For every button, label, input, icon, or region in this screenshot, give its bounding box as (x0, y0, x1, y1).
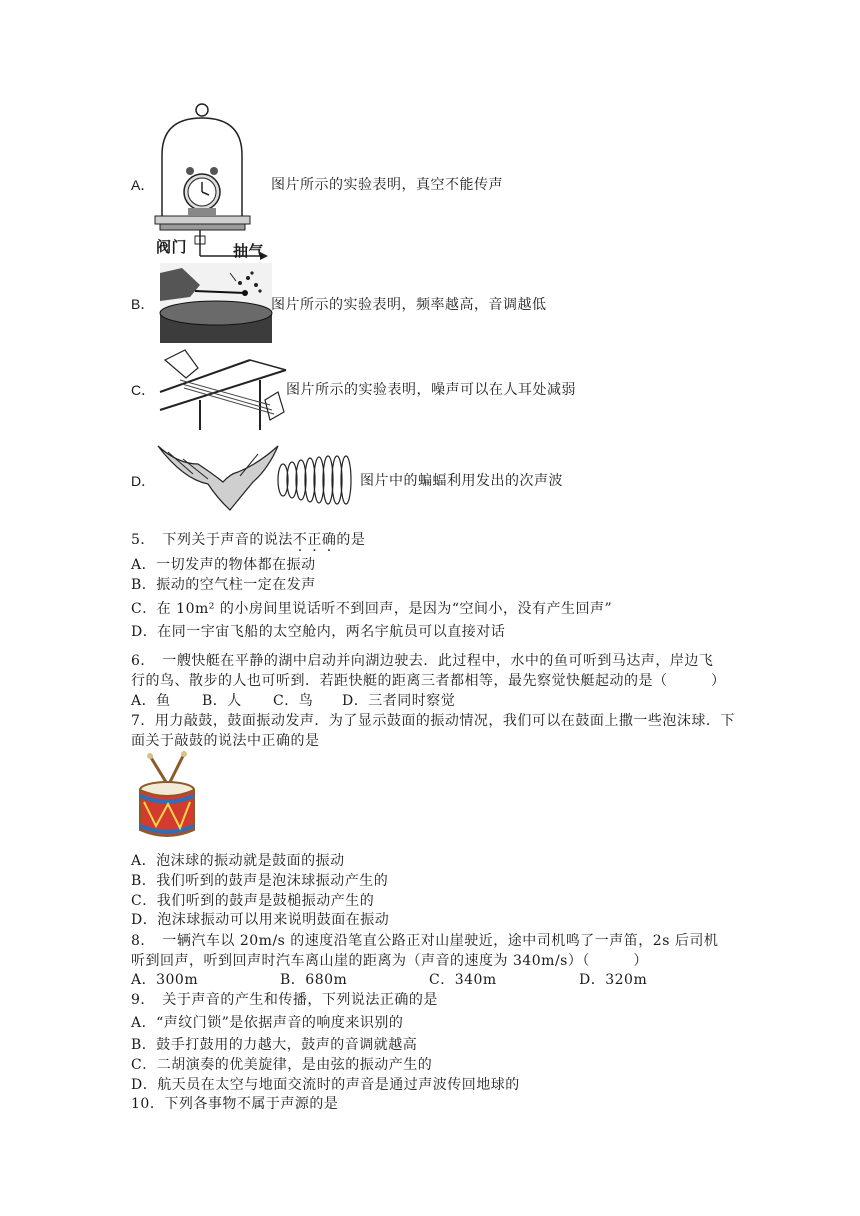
question-5-option-d: D．在同一宇宙飞船的太空舱内，两名宇航员可以直接对话 (131, 624, 506, 640)
question-9-option-d: D．航天员在太空与地面交流时的声音是通过声波传回地球的 (131, 1077, 520, 1093)
drum-image (136, 752, 198, 846)
question-9-option-a: A．“声纹门锁”是依据声音的响度来识别的 (131, 1015, 404, 1031)
question-8-option-a: A．300m (131, 972, 199, 988)
question-7-option-b: B．我们听到的鼓声是泡沫球振动产生的 (131, 873, 389, 889)
question-8-option-d: D．320m (579, 972, 648, 988)
question-8-option-c: C．340m (429, 972, 497, 988)
question-5-option-c: C．在 10m² 的小房间里说话听不到回声，是因为“空间小，没有产生回声” (131, 601, 613, 617)
bat-image (158, 444, 353, 510)
option-a-letter: A． (131, 177, 155, 193)
question-7-option-c: C．我们听到的鼓声是鼓槌振动产生的 (131, 893, 375, 909)
question-8-line-2: 听到回声，听到回声时汽车离山崖的距离为（声音的速度为 340m/s）（ ） (131, 953, 648, 969)
question-8-line-1: 8． 一辆汽车以 20m/s 的速度沿笔直公路正对山崖驶近，途中司机鸣了一声笛，2s 后司机 (131, 933, 719, 949)
question-6-option-c: C．鸟 (273, 693, 314, 709)
question-6-line-2: 行的鸟、散步的人也可听到．若距快艇的距离三者都相等，最先察觉快艇起动的是（ ） (131, 673, 726, 689)
question-10-stem: 10．下列各事物不属于声源的是 (131, 1096, 339, 1112)
option-a-text: 图片所示的实验表明，真空不能传声 (271, 177, 503, 193)
question-8-option-b: B．680m (280, 972, 348, 988)
question-7-option-d: D．泡沫球振动可以用来说明鼓面在振动 (131, 912, 390, 928)
question-5-option-a: A．一切发声的物体都在振动 (131, 557, 316, 573)
pump-label: 抽气 (233, 242, 265, 260)
question-7-line-1: 7．用力敲鼓，鼓面振动发声．为了显示鼓面的振动情况，我们可以在鼓面上撒一些泡沫球．下 (131, 713, 735, 729)
option-d-letter: D． (131, 473, 156, 489)
question-9-option-b: B．鼓手打鼓用的力越大，鼓声的音调就越高 (131, 1037, 418, 1053)
question-6-line-1: 6． 一艘快艇在平静的湖中启动并向湖边驶去．此过程中，水中的鱼可听到马达声，岸边飞 (131, 653, 714, 669)
question-7-option-a: A．泡沫球的振动就是鼓面的振动 (131, 853, 345, 869)
drum-experiment-image (160, 263, 272, 343)
option-c-letter: C． (131, 382, 156, 398)
question-5-stem: 5． 下列关于声音的说法不正确的是 (131, 532, 366, 548)
question-6-option-d: D．三者同时察觉 (342, 693, 456, 709)
question-6-option-a: A．鱼 (131, 693, 171, 709)
question-6-option-b: B．人 (202, 693, 242, 709)
question-9-stem: 9． 关于声音的产生和传播，下列说法正确的是 (131, 992, 438, 1008)
question-9-option-c: C．二胡演奏的优美旋律，是由弦的振动产生的 (131, 1057, 433, 1073)
option-d-text: 图片中的蝙蝠利用发出的次声波 (360, 473, 563, 489)
option-b-text: 图片所示的实验表明，频率越高，音调越低 (271, 297, 547, 313)
question-7-line-2: 面关于敲鼓的说法中正确的是 (131, 733, 320, 749)
option-c-text: 图片所示的实验表明，噪声可以在人耳处减弱 (286, 382, 576, 398)
question-5-option-b: B．振动的空气柱一定在发声 (131, 577, 316, 593)
option-b-letter: B． (131, 296, 155, 312)
valve-label: 阀门 (156, 238, 188, 256)
ruler-experiment-image (160, 350, 286, 430)
